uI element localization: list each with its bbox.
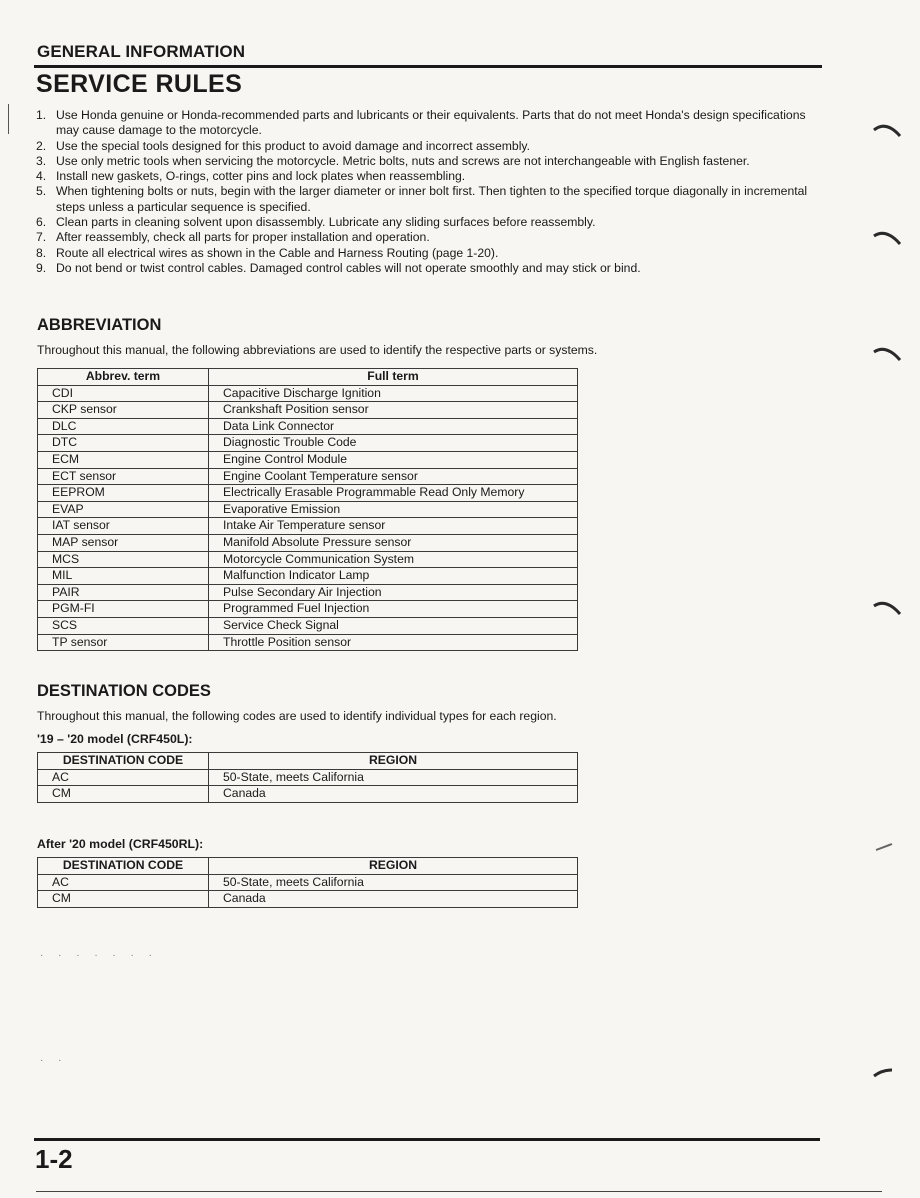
scan-specks: · · · · · · · (40, 950, 158, 961)
table-row: PAIR Pulse Secondary Air Injection (38, 584, 578, 601)
table-row: SCS Service Check Signal (38, 617, 578, 634)
table-row: IAT sensor Intake Air Temperature sensor (38, 518, 578, 535)
table-row: TP sensor Throttle Position sensor (38, 634, 578, 651)
column-header-abbrev: Abbrev. term (38, 369, 209, 386)
rule-text: After reassembly, check all parts for proper installation and operation. (56, 230, 430, 245)
table-row: CKP sensor Crankshaft Position sensor (38, 402, 578, 419)
table-row: CM Canada (38, 891, 578, 908)
binder-hole-mark (872, 342, 906, 362)
binder-hole-mark (872, 596, 906, 616)
table-row: MCS Motorcycle Communication System (38, 551, 578, 568)
column-header-full: Full term (209, 369, 578, 386)
table-row: PGM-FI Programmed Fuel Injection (38, 601, 578, 618)
table-row: AC 50-State, meets California (38, 874, 578, 891)
list-item: 5. When tightening bolts or nuts, begin with the larger diameter or inner bolt first. Then tighten to the specified torque diagonally in incremental steps unless a particular sequence is specified. (36, 184, 808, 214)
bottom-divider (34, 1138, 820, 1141)
destination-table (37, 857, 578, 908)
destination-table (37, 752, 578, 803)
list-item: 3. Use only metric tools when servicing the motorcycle. Metric bolts, nuts and screws are not interchangeable with English fastener. (36, 153, 750, 168)
table-row: DLC Data Link Connector (38, 418, 578, 435)
binder-hole-mark (872, 118, 906, 138)
destination-table-label: '19 – '20 model (CRF450L): (37, 732, 193, 746)
table-row: ECM Engine Control Module (38, 451, 578, 468)
list-item: 2. Use the special tools designed for this product to avoid damage and incorrect assembly. (36, 138, 530, 153)
rule-text: Route all electrical wires as shown in the Cable and Harness Routing (page 1-20). (56, 245, 499, 260)
list-item: 6. Clean parts in cleaning solvent upon disassembly. Lubricate any sliding surfaces before reassembly. (36, 215, 596, 230)
destination-table-label: After '20 model (CRF450RL): (37, 837, 204, 851)
rule-text: Install new gaskets, O-rings, cotter pins and lock plates when reassembling. (56, 169, 466, 184)
destination-intro: Throughout this manual, the following codes are used to identify individual types for each region. (37, 709, 557, 723)
page-number: 1-2 (35, 1144, 73, 1174)
section-heading: GENERAL INFORMATION (37, 42, 246, 61)
rule-text: Do not bend or twist control cables. Damaged control cables will not operate smoothly and may stick or bind. (56, 260, 641, 275)
top-divider (34, 65, 822, 68)
rule-text: When tightening bolts or nuts, begin with the larger diameter or inner bolt first. Then tighten to the specified torque diagonally in incremental steps unless a particular sequence is specified. (56, 184, 808, 214)
table-row: EEPROM Electrically Erasable Programmable Read Only Memory (38, 485, 578, 502)
page-title: SERVICE RULES (36, 70, 243, 98)
table-row: CM Canada (38, 786, 578, 803)
rule-text: Use only metric tools when servicing the motorcycle. Metric bolts, nuts and screws are not interchangeable with English fastener. (56, 153, 750, 168)
binder-hole-mark (872, 226, 906, 246)
rule-text: Use Honda genuine or Honda-recommended parts and lubricants or their equivalents. Parts that do not meet Honda's design specifications may cause damage to the motorcycle. (56, 108, 806, 138)
abbreviation-intro: Throughout this manual, the following abbreviations are used to identify the respective parts or systems. (37, 343, 598, 357)
table-row: DTC Diagnostic Trouble Code (38, 435, 578, 452)
list-item: 9. Do not bend or twist control cables. Damaged control cables will not operate smoothly and may stick or bind. (36, 260, 641, 275)
rule-text: Use the special tools designed for this product to avoid damage and incorrect assembly. (56, 138, 530, 153)
list-item: 8. Route all electrical wires as shown in the Cable and Harness Routing (page 1-20). (36, 245, 499, 260)
table-row: AC 50-State, meets California (38, 769, 578, 786)
table-row: ECT sensor Engine Coolant Temperature sensor (38, 468, 578, 485)
destination-heading: DESTINATION CODES (37, 682, 211, 700)
binder-hole-mark (872, 838, 906, 858)
list-item: 4. Install new gaskets, O-rings, cotter pins and lock plates when reassembling. (36, 169, 466, 184)
abbreviation-heading: ABBREVIATION (37, 316, 162, 334)
column-header-code: DESTINATION CODE (38, 858, 209, 875)
scan-specks: · · (40, 1055, 68, 1066)
table-row: MIL Malfunction Indicator Lamp (38, 568, 578, 585)
service-rules-list (36, 108, 822, 276)
page-edge-line (36, 1191, 882, 1192)
table-row: MAP sensor Manifold Absolute Pressure sensor (38, 534, 578, 551)
column-header-region: REGION (209, 753, 578, 770)
abbreviation-table (37, 368, 578, 651)
list-item: 1. Use Honda genuine or Honda-recommended parts and lubricants or their equivalents. Parts that do not meet Honda's design specifications may cause damage to the motorcycle. (36, 108, 806, 138)
table-row: CDI Capacitive Discharge Ignition (38, 385, 578, 402)
margin-mark (8, 104, 9, 134)
column-header-region: REGION (209, 858, 578, 875)
binder-hole-mark (872, 1062, 906, 1082)
column-header-code: DESTINATION CODE (38, 753, 209, 770)
table-row: EVAP Evaporative Emission (38, 501, 578, 518)
list-item: 7. After reassembly, check all parts for proper installation and operation. (36, 230, 430, 245)
rule-text: Clean parts in cleaning solvent upon disassembly. Lubricate any sliding surfaces before reassembly. (56, 215, 596, 230)
